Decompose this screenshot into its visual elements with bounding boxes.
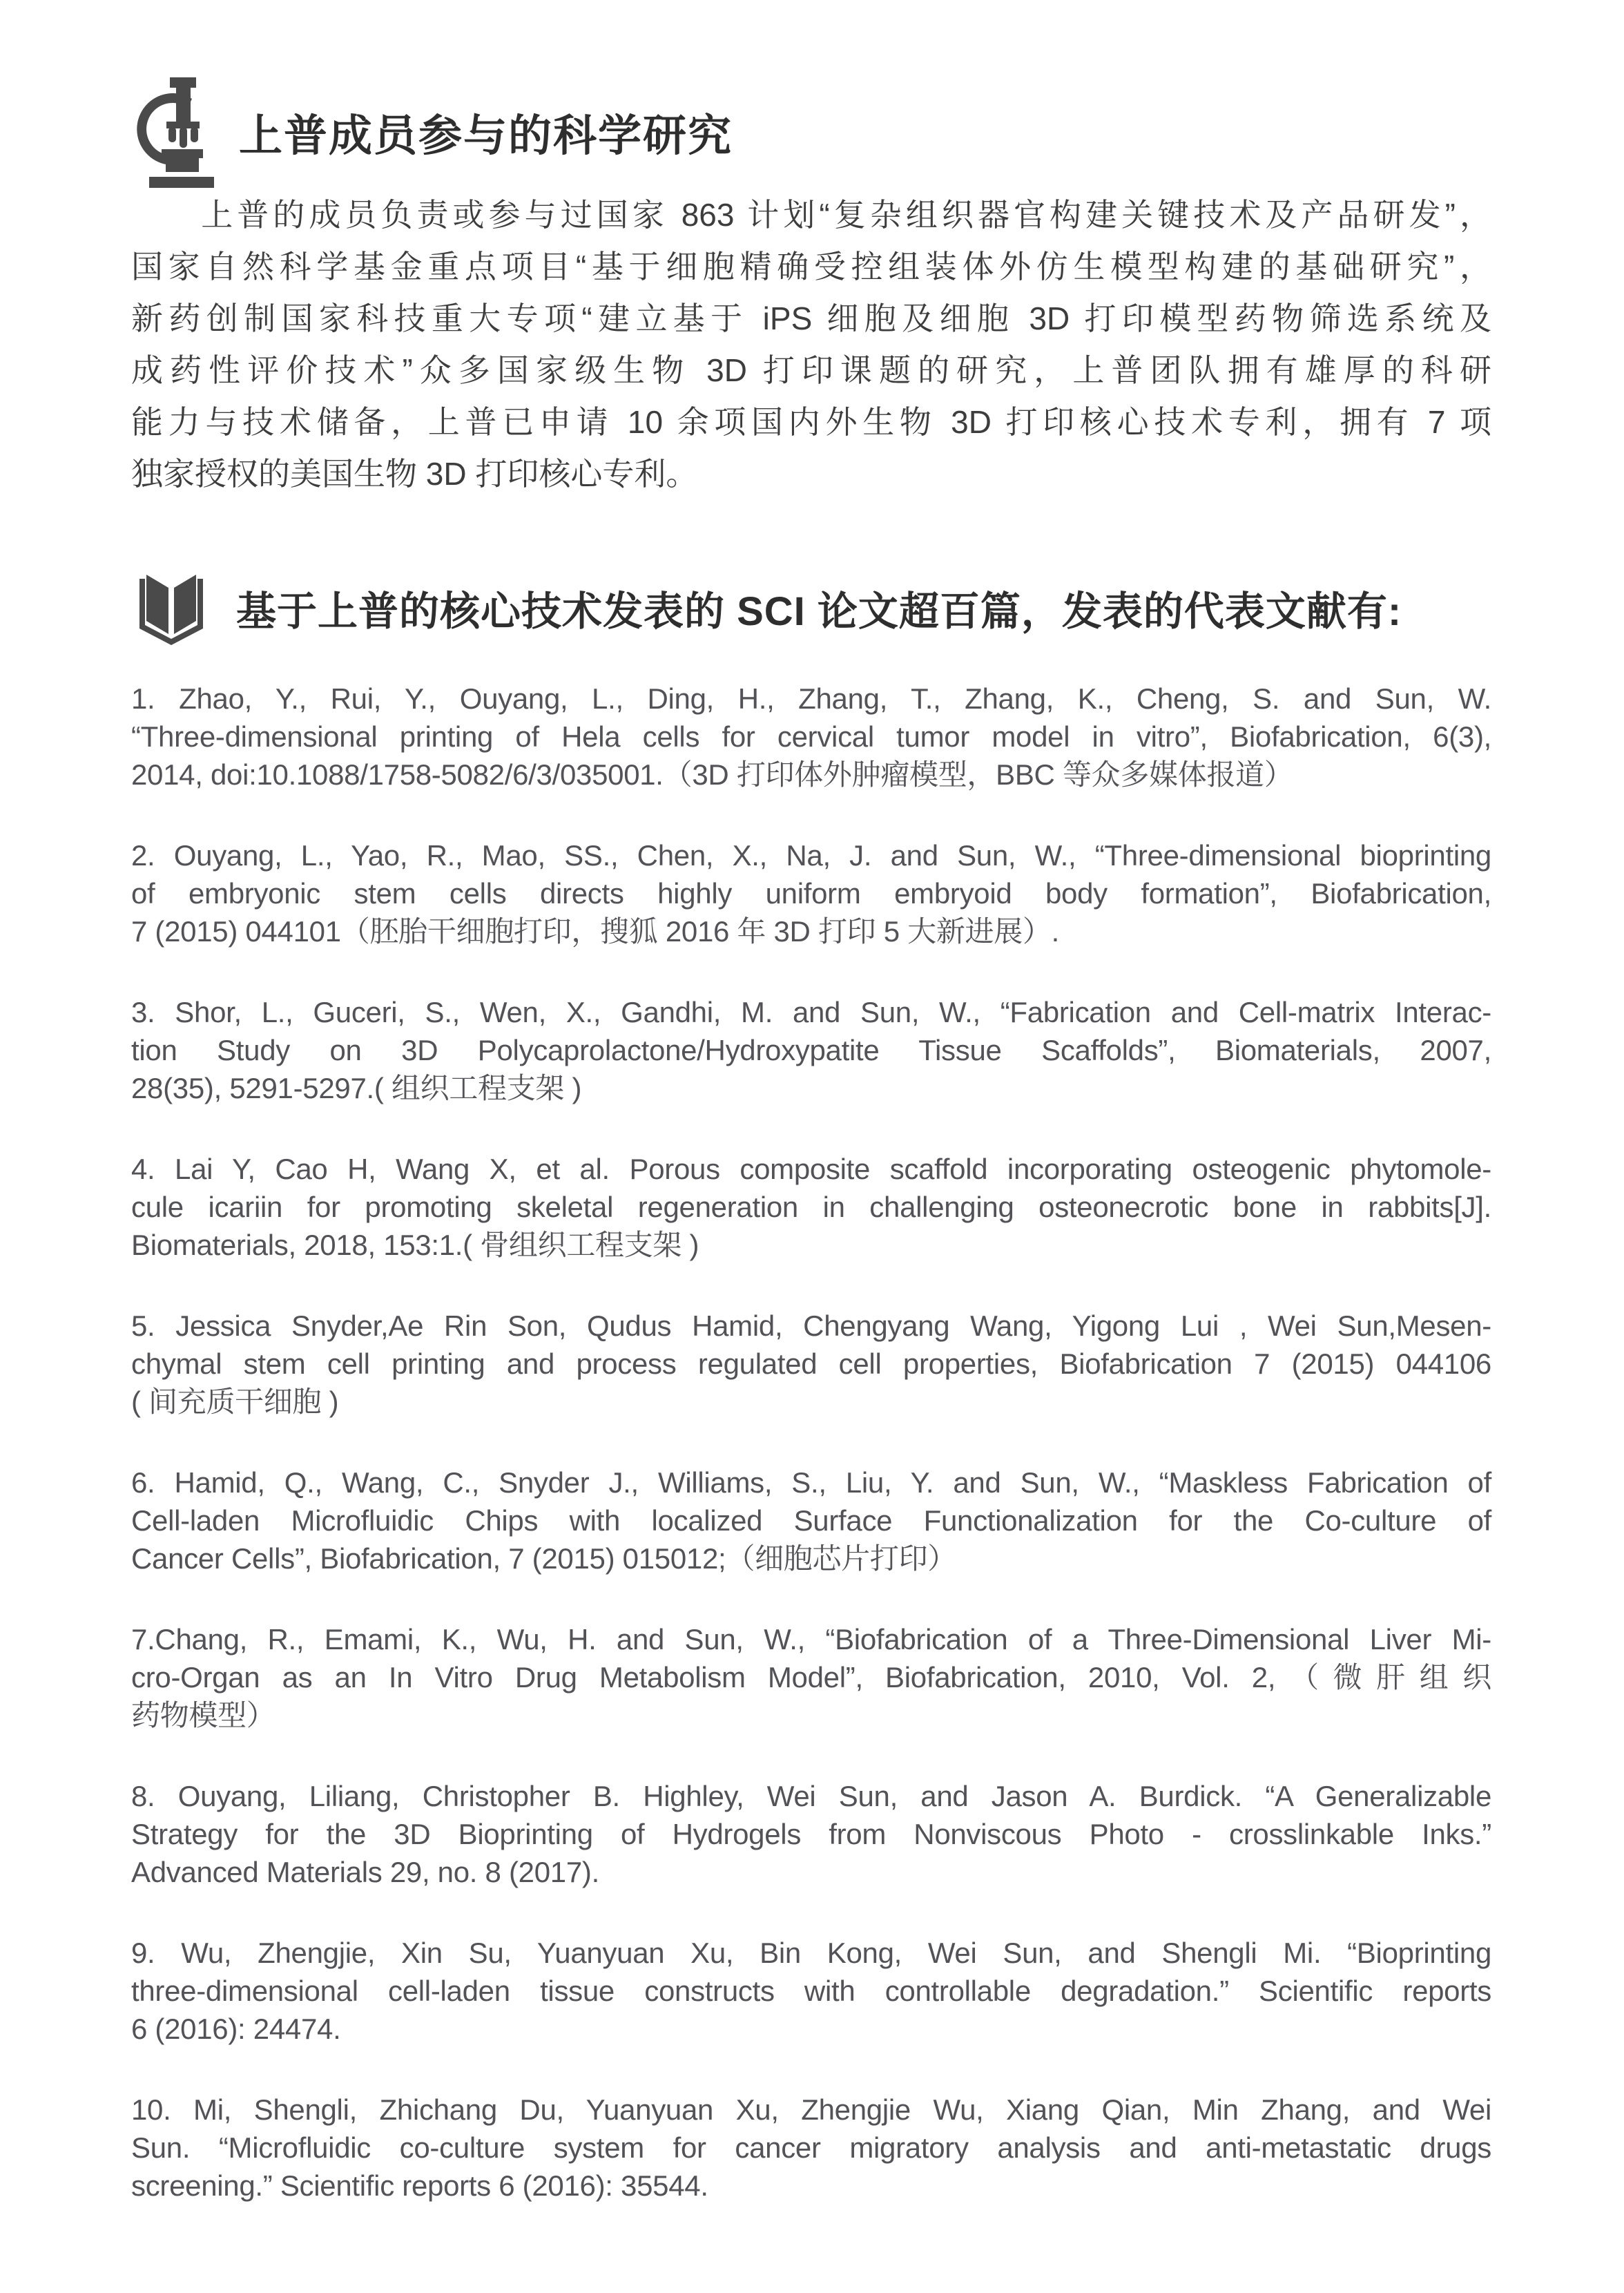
reference-line-1: 8. Ouyang, Liliang, Christopher B. Highley, Wei Sun, and Jason A. Burdick. “A Generalizable [131, 1780, 1491, 1812]
section1-header [131, 76, 1491, 188]
reference-line-1: 7.Chang, R., Emami, K., Wu, H. and Sun, W., “Biofabrication of a Three-Dimensional Liver Mi- [131, 1623, 1491, 1656]
reference-line-1: 4. Lai Y, Cao H, Wang X, et al. Porous composite scaffold incorporating osteogenic phytomole- [131, 1153, 1491, 1185]
reference-list [131, 680, 1491, 2205]
paragraph-line: 能力与技术储备，上普已申请 10 余项国内外生物 3D 打印核心技术专利，拥有 7 项 [131, 404, 1491, 440]
reference-line-1: 3. Shor, L., Guceri, S., Wen, X., Gandhi, M. and Sun, W., “Fabrication and Cell-matrix Interac- [131, 996, 1491, 1028]
reference-line-3: 7 (2015) 044101（胚胎干细胞打印，搜狐 2016 年 3D 打印 5 大新进展）. [131, 915, 1060, 948]
section2-header [131, 565, 1491, 651]
reference-item [131, 1150, 1491, 1264]
reference-line-2: chymal stem cell printing and process regulated cell properties, Biofabrication 7 (2015) 044106 [131, 1347, 1491, 1380]
reference-line-2: Sun. “Microfluidic co-culture system for cancer migratory analysis and anti-metastatic drugs [131, 2131, 1491, 2164]
section2-title: 基于上普的核心技术发表的 SCI 论文超百篇，发表的代表文献有: [236, 589, 1402, 634]
reference-line-1: 5. Jessica Snyder,Ae Rin Son, Qudus Hamid, Chengyang Wang, Yigong Lui , Wei Sun,Mesen- [131, 1309, 1491, 1342]
reference-line-1: 10. Mi, Shengli, Zhichang Du, Yuanyuan Xu, Zhengjie Wu, Xiang Qian, Min Zhang, and Wei [131, 2093, 1491, 2126]
reference-line-1: 9. Wu, Zhengjie, Xin Su, Yuanyuan Xu, Bin Kong, Wei Sun, and Shengli Mi. “Bioprinting [131, 1937, 1491, 1969]
paragraph-line: 新药创制国家科技重大专项“建立基于 iPS 细胞及细胞 3D 打印模型药物筛选系统及 [131, 300, 1491, 336]
paragraph-line: 成药性评价技术”众多国家级生物 3D 打印课题的研究，上普团队拥有雄厚的科研 [131, 352, 1491, 388]
paragraph-line: 国家自然科学基金重点项目“基于细胞精确受控组装体外仿生模型构建的基础研究”， [131, 249, 1491, 285]
reference-line-3: Biomaterials, 2018, 153:1.( 骨组织工程支架 ) [131, 1229, 699, 1261]
reference-line-2: of embryonic stem cells directs highly uniform embryoid body formation”, Biofabrication, [131, 877, 1491, 910]
paragraph-line: 独家授权的美国生物 3D 打印核心专利。 [131, 456, 698, 492]
reference-line-3: Advanced Materials 29, no. 8 (2017). [131, 1856, 599, 1888]
reference-item [131, 1934, 1491, 2048]
reference-line-1: 2. Ouyang, L., Yao, R., Mao, SS., Chen, X., Na, J. and Sun, W., “Three-dimensional bioprinting [131, 839, 1491, 872]
reference-item [131, 1777, 1491, 1891]
reference-item [131, 993, 1491, 1107]
reference-item [131, 680, 1491, 794]
reference-line-2: Cell-laden Microfluidic Chips with localized Surface Functionalization for the Co-culture of [131, 1504, 1491, 1537]
reference-line-1: 1. Zhao, Y., Rui, Y., Ouyang, L., Ding, H., Zhang, T., Zhang, K., Cheng, S. and Sun, W. [131, 682, 1491, 715]
reference-line-3: screening.” Scientific reports 6 (2016): 35544. [131, 2169, 708, 2202]
reference-item [131, 1307, 1491, 1421]
reference-line-2: cule icariin for promoting skeletal regeneration in challenging osteonecrotic bone in rabbits[J]. [131, 1191, 1491, 1223]
reference-line-2: “Three-dimensional printing of Hela cells for cervical tumor model in vitro”, Biofabrication, 6(3), [131, 720, 1491, 753]
reference-line-2: three-dimensional cell-laden tissue constructs with controllable degradation.” Scientific reports [131, 1975, 1491, 2007]
reference-line-3: Cancer Cells”, Biofabrication, 7 (2015) 015012;（细胞芯片打印） [131, 1542, 956, 1575]
reference-item [131, 2091, 1491, 2205]
reference-line-2: tion Study on 3D Polycaprolactone/Hydroxypatite Tissue Scaffolds”, Biomaterials, 2007, [131, 1034, 1491, 1066]
reference-line-3: 2014, doi:10.1088/1758-5082/6/3/035001.（3D 打印体外肿瘤模型，BBC 等众多媒体报道） [131, 758, 1293, 791]
reference-item [131, 836, 1491, 950]
intro-paragraph [131, 189, 1491, 500]
reference-line-3: 28(35), 5291-5297.( 组织工程支架 ) [131, 1072, 582, 1104]
reference-line-3: ( 间充质干细胞 ) [131, 1385, 339, 1418]
section1-title: 上普成员参与的科学研究 [239, 111, 733, 160]
reference-item [131, 1464, 1491, 1577]
open-book-icon [131, 565, 211, 651]
reference-line-2: cro-Organ as an In Vitro Drug Metabolism Model”, Biofabrication, 2010, Vol. 2,（微肝组织 [131, 1661, 1491, 1694]
paragraph-line: 上普的成员负责或参与过国家 863 计划“复杂组织器官构建关键技术及产品研发”， [201, 197, 1491, 233]
reference-line-3: 6 (2016): 24474. [131, 2013, 341, 2045]
microscope-icon [131, 76, 217, 188]
reference-line-3: 药物模型） [131, 1699, 276, 1731]
reference-line-2: Strategy for the 3D Bioprinting of Hydrogels from Nonviscous Photo - crosslinkable Inks.” [131, 1818, 1491, 1850]
reference-item [131, 1620, 1491, 1734]
reference-line-1: 6. Hamid, Q., Wang, C., Snyder J., Williams, S., Liu, Y. and Sun, W., “Maskless Fabrication of [131, 1466, 1491, 1499]
